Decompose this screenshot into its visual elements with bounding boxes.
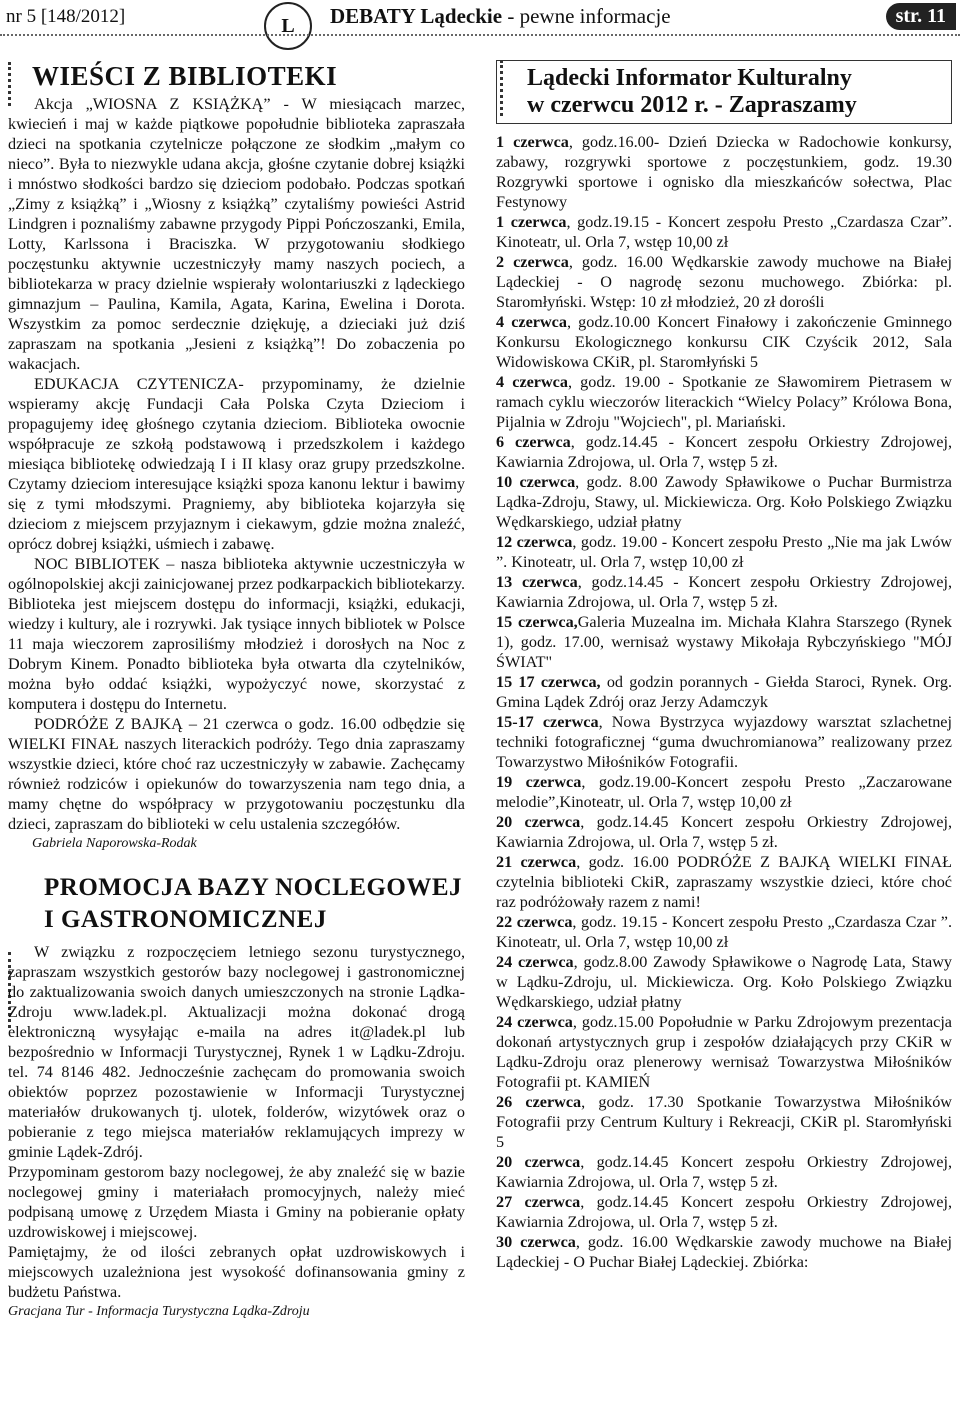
event-date: 4 czerwca: [496, 313, 567, 331]
event-text: od godzin porannych - Giełda Staroci, Rynek. Org. Gmina Lądek Zdrój oraz Jerzy Adamczyk: [496, 673, 952, 711]
logo: L: [264, 2, 312, 50]
event-text: , godz. 19.00 - Spotkanie ze Sławomirem Pietrasem w ramach cyklu wieczorów literackich “Wielcy Polacy” Królowa Bona, Pijalnia w Zdroju "Wojciech", pl. Mariański.: [496, 373, 952, 431]
promo-paragraph: W związku z rozpoczęciem letniego sezonu turystycznego, zapraszam wszystkich gestorów bazy noclegowej i gastronomicznej do zaktualizowania swoich danych umieszczonych na stronie Lądka-Zdroju www.ladek.pl. Aktualizacji można dokonać drogą elektroniczną wysyłając e-maila na adres it@ladek.pl lub bezpośrednio w Informacji Turystycznej, Rynek 1 w Lądku-Zdroju. tel. 74 8146 482. Jednocześnie zachęcam do promowania swoich obiektów poprzez pozostawienie w Informacji Turystycznej materiałów drukowanych tj. ulotek, folderów, wizytówek oraz o pobieranie z tego miejsca materiałów reklamujących imprezy w gminie Lądek-Zdrój.: [8, 943, 465, 1161]
event-date: 1 czerwca: [496, 133, 569, 151]
event-item: [496, 1152, 952, 1192]
event-text: , godz.14.45 - Koncert zespołu Orkiestry Zdrojowej, Kawiarnia Zdrojowa, ul. Orla 7, wstęp 5 zł.: [496, 573, 952, 611]
page-header: [0, 0, 960, 36]
event-item: [496, 472, 952, 532]
event-date: 2 czerwca: [496, 253, 569, 271]
event-item: [496, 952, 952, 1012]
event-item: [496, 812, 952, 852]
event-date: 24 czerwca: [496, 1013, 573, 1031]
event-text: , godz.19.00-Koncert zespołu Presto „Zaczarowane melodie”,Kinoteatr, ul. Orla 7, wstęp 10,00 zł: [496, 773, 952, 811]
event-text: , godz.14.45 - Koncert zespołu Orkiestry Zdrojowej, Kawiarnia Zdrojowa, ul. Orla 7, wstęp 5 zł.: [496, 433, 952, 471]
event-date: 20 czerwca: [496, 813, 581, 831]
event-text: , godz. 8.00 Zawody Spławikowe o Puchar Burmistrza Lądka-Zdroju, Stawy, ul. Mickiewicza. Org. Koło Polskiego Związku Wędkarskiego, udział płatny: [496, 473, 952, 531]
event-date: 4 czerwca: [496, 373, 568, 391]
issue-number: nr 5 [148/2012]: [6, 6, 126, 27]
event-item: [496, 572, 952, 612]
informator-heading-line2: w czerwcu 2012 r. - Zapraszamy: [527, 92, 857, 118]
informator-heading: [496, 60, 952, 124]
publication-title-bold: DEBATY Lądeckie: [330, 4, 503, 28]
event-text: , godz.15.00 Popołudnie w Parku Zdrojowym prezentacja dokonań artystycznych grup i zespołów działających przy CKiR w Lądku-Zdroju oraz plenerowy wernisaż Towarzystwa Miłośników Fotografii pt. KAMIEŃ: [496, 1013, 952, 1091]
event-date: 1 czerwca: [496, 213, 567, 231]
event-date: 27 czerwca: [496, 1193, 581, 1211]
event-date: 20 czerwca: [496, 1153, 581, 1171]
header-rule: [0, 34, 960, 36]
library-paragraph: PODRÓŻE Z BAJKĄ – 21 czerwca o godz. 16.00 odbędzie się WIELKI FINAŁ naszych literackich podróży. Tego dnia zapraszamy wszystkie dzieci, które choć raz uczestniczyły w zabawie. Zachęcamy również rodziców i opiekunów do towarzyszenia nam tego dnia, a mamy chętne do współpracy w przygotowaniu poczęstunku dla dzieci, zapraszam do biblioteki w celu ustalenia szczegółów.: [8, 715, 465, 833]
library-paragraph: NOC BIBLIOTEK – nasza biblioteka aktywnie uczestniczyła w ogólnopolskiej akcji zainicjowanej przez podkarpackich bibliotekarzy. Biblioteka jest miejscem dostępu do informacji, książki, edukacji, wiedzy i kultury, ale i rozrywki. Jak tysiące innych bibliotek w Polsce 11 maja wieczorem zaprosiliśmy młodzież i dorosłych na Noc z Dobrym Kinem. Ponadto biblioteka była otwarta dla czytelników, można było oddać książki, wypożyczyć nowe, skorzystać z komputera i dostępu do Internetu.: [8, 555, 465, 713]
event-item: [496, 212, 952, 252]
event-item: [496, 312, 952, 372]
event-date: 10 czerwca: [496, 473, 576, 491]
event-text: , godz.14.45 Koncert zespołu Orkiestry Zdrojowej, Kawiarnia Zdrojowa, ul. Orla 7, wstęp 5 zł.: [496, 1153, 952, 1191]
promo-heading-line2: I GASTRONOMICZNEJ: [44, 906, 327, 933]
event-item: [496, 252, 952, 312]
event-item: [496, 1232, 952, 1272]
event-item: [496, 712, 952, 772]
event-item: [496, 772, 952, 812]
library-paragraph: EDUKACJA CZYTENICZA- przypominamy, że dzielnie wspieramy akcję Fundacji Cała Polska Czyta Dzieciom i propagujemy ideę głośnego czytania dzieciom. Biblioteka owocnie współpracuje ze szkołą podstawową i przedszkolem i każdego miesiąca bibliotekę odwiedzają I i II klasy oraz grupy przedszkolne. Czytamy dzieciom interesujące książki spoza kanonu lektur i bawimy się z tymi młodszymi. Pragniemy, aby biblioteka kojarzyła się dzieciom z miejscem przyjaznym i ciekawym, gdzie można znaleźć, oprócz dobrej książki, uśmiech i zabawę.: [8, 375, 465, 553]
event-date: 15-17 czerwca: [496, 713, 599, 731]
promo-signature: Gracjana Tur - Informacja Turystyczna Lądka-Zdroju: [8, 1304, 310, 1319]
event-item: [496, 1192, 952, 1232]
right-column: [496, 60, 952, 1272]
event-date: 26 czerwca: [496, 1093, 582, 1111]
event-text: , godz. 17.30 Spotkanie Towarzystwa Miłośników Fotografii przy Centrum Kultury i Rekreacji, CKiR pl. Staromłyński 5: [496, 1093, 952, 1151]
publication-title: [330, 4, 671, 29]
event-item: [496, 1012, 952, 1092]
event-text: , godz.19.15 - Koncert zespołu Presto „Czardasza Czar”. Kinoteatr, ul. Orla 7, wstęp 10,00 zł: [496, 213, 952, 251]
event-date: 21 czerwca: [496, 853, 577, 871]
event-text: , godz.14.45 Koncert zespołu Orkiestry Zdrojowej, Kawiarnia Zdrojowa, ul. Orla 7, wstęp 5 zł.: [496, 1193, 952, 1231]
promo-paragraph: Przypominam gestorom bazy noclegowej, że aby znaleźć się w bazie noclegowej gminy i materiałach promocyjnych, należy mieć podpisaną umowę z Urzędem Miasta i Gminy na pobieranie opłaty uzdrowiskowej i miejscowej.: [8, 1163, 465, 1241]
event-item: [496, 432, 952, 472]
event-text: Galeria Muzealna im. Michała Klahra Starszego (Rynek 1), godz. 17.00, wernisaż wystawy Mikołaja Rybczyńskiego "MÓJ ŚWIAT": [496, 613, 952, 671]
event-text: , godz. 19.15 - Koncert zespołu Presto „Czardasza Czar ”. Kinoteatr, ul. Orla 7, wstęp 10,00 zł: [496, 913, 952, 951]
event-text: , godz. 19.00 - Koncert zespołu Presto „Nie ma jak Lwów ”. Kinoteatr, ul. Orla 7, wstęp 10,00 zł: [496, 533, 952, 571]
event-item: [496, 852, 952, 912]
event-date: 15 czerwca,: [496, 613, 578, 631]
event-item: [496, 912, 952, 952]
event-item: [496, 612, 952, 672]
library-heading: WIEŚCI Z BIBLIOTEKI: [32, 61, 338, 91]
publication-title-rest: - pewne informacje: [502, 4, 671, 28]
event-date: 22 czerwca: [496, 913, 573, 931]
event-text: , godz. 16.00 Wędkarskie zawody muchowe na Białej Lądeckiej - O nagrodę sezonu muchowego. Zbiórka: pl. Staromłyński. Wstęp: 10 zł młodzież, 20 zł dorośli: [496, 253, 952, 311]
event-date: 19 czerwca: [496, 773, 582, 791]
promo-heading: [44, 872, 465, 936]
library-paragraph: Akcja „WIOSNA Z KSIĄŻKĄ” - W miesiącach marzec, kwiecień i maj w każde piątkowe popołudnie biblioteka zapraszała dzieci na spotkania czytelnicze połączone ze słodkim „małym co nieco”. Była to niezwykle udana akcja, głośne czytanie dobrej książki i mnóstwo słodkości bardzo się dzieciom podobało. Podczas spotkań „Zimy z książką” i „Wiosny z książką” czytaliśmy powieści Astrid Lindgren i poznaliśmy zabawne przygody Pippi Pończoszanki, Emila, Lotty, Karlssona i Braciszka. W przygotowaniu słodkiego poczęstunku aktywnie uczestniczyły mamy naszych pociech, a bibliotekarza w pracy dzielnie wspierały wolontariuszki z lądeckiego gimnazjum – Paulina, Kamila, Agata, Karina, Ewelina i Dorota. Wszystkim za pomoc serdecznie dziękuję, a dzieciaki już dziś zapraszam na spotkania „Jesieni z książką”! Do zobaczenia po wakacjach.: [8, 95, 465, 373]
informator-heading-line1: Lądecki Informator Kulturalny: [527, 65, 852, 91]
promo-heading-line1: PROMOCJA BAZY NOCLEGOWEJ: [44, 874, 463, 901]
event-date: 30 czerwca: [496, 1233, 576, 1251]
event-item: [496, 532, 952, 572]
event-text: , godz.16.00- Dzień Dziecka w Radochowie konkursy, zabawy, rozgrywki sportowe z poczęstunkiem, godz. 19.30 Rozgrywki sportowe i ognisko dla mieszkańców sołectwa, Plac Festynowy: [496, 133, 952, 211]
event-text: , godz. 16.00 PODRÓŻE Z BAJKĄ WIELKI FINAŁ czytelnia biblioteki CkiR, zapraszamy wszystkie dzieci, które choć raz podróżowały razem z nami!: [496, 853, 952, 911]
event-date: 24 czerwca: [496, 953, 574, 971]
event-item: [496, 1092, 952, 1152]
page-number: str. 11: [886, 3, 956, 30]
left-column: [8, 60, 465, 1322]
event-text: , godz.14.45 Koncert zespołu Orkiestry Zdrojowej, Kawiarnia Zdrojowa, ul. Orla 7, wstęp 5 zł.: [496, 813, 952, 851]
event-item: [496, 132, 952, 212]
event-item: [496, 672, 952, 712]
event-date: 13 czerwca: [496, 573, 578, 591]
event-text: , godz.10.00 Koncert Finałowy i zakończenie Gminnego Konkursu Ekologicznego konkursu CIK Czyścik 2012, Sala Widowiskowa CKiR, pl. Staromłyński 5: [496, 313, 952, 371]
event-date: 6 czerwca: [496, 433, 571, 451]
promo-paragraph: Pamiętajmy, że od ilości zebranych opłat uzdrowiskowych i miejscowych uzależniona jest wysokość dofinansowania gminy z budżetu Państwa.: [8, 1243, 465, 1301]
event-item: [496, 372, 952, 432]
event-date: 15 17 czerwca,: [496, 673, 601, 691]
event-text: , godz. 16.00 Wędkarskie zawody muchowe na Białej Lądeckiej - O Puchar Białej Lądeckiej. Zbiórka:: [496, 1233, 952, 1271]
event-text: , godz.8.00 Zawody Spławikowe o Nagrodę Lata, Stawy w Lądku-Zdroju, ul. Mickiewicza. Org. Koło Polskiego Związku Wędkarskiego, udział płatny: [496, 953, 952, 1011]
library-signature: Gabriela Naporowska-Rodak: [32, 836, 197, 851]
event-list: [496, 132, 952, 1272]
event-text: , Nowa Bystrzyca wyjazdowy warsztat szlachetnej techniki fotograficznej “guma dwuchromianowa” realizowany przez Towarzystwo Miłośników Fotografii.: [496, 713, 952, 771]
event-date: 12 czerwca: [496, 533, 573, 551]
